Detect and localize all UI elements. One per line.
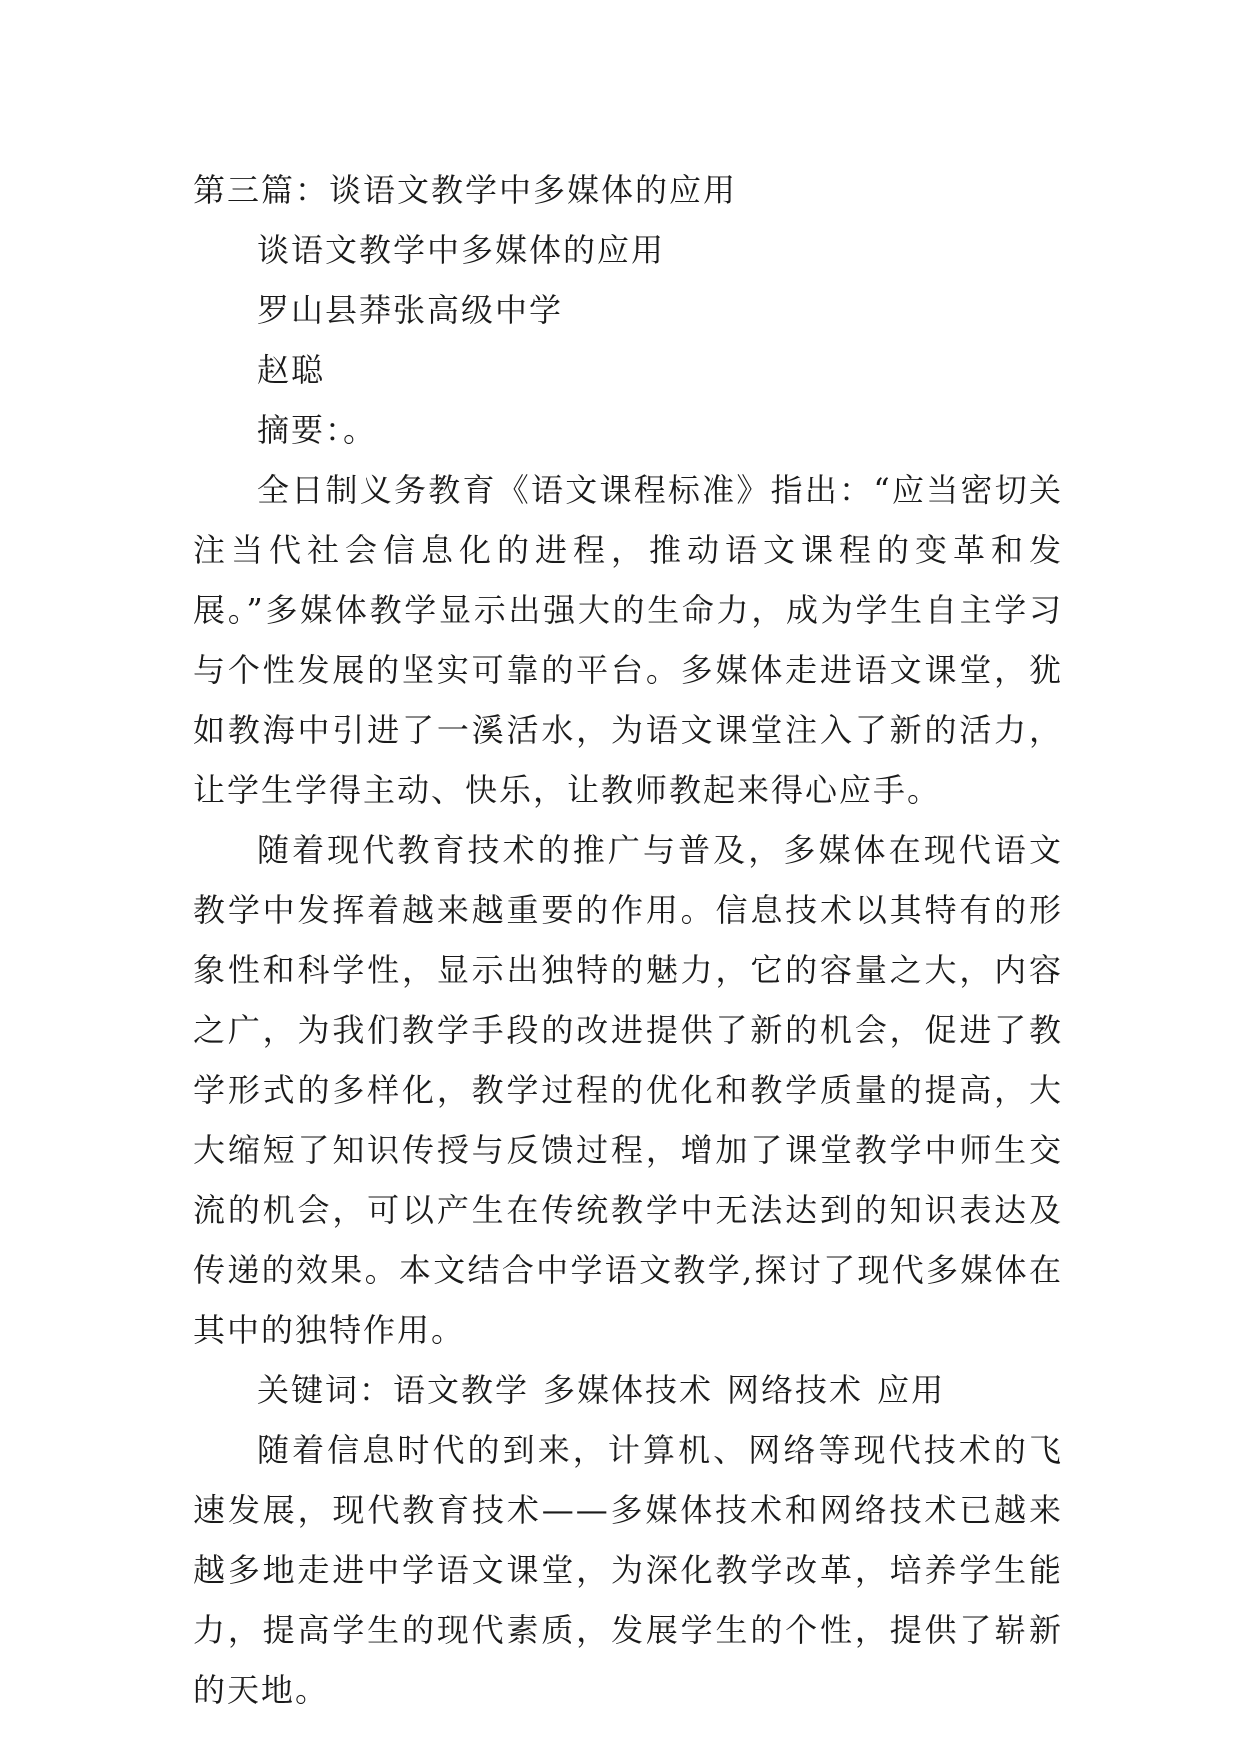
- keywords-label: 关键词：: [257, 1371, 394, 1409]
- abstract-label: 摘要：。: [257, 411, 378, 449]
- abstract-paragraph-2: 随着现代教育技术的推广与普及，多媒体在现代语文教学中发挥着越来越重要的作用。信息技术以其特有的形象性和科学性，显示出独特的魅力，它的容量之大，内容之广，为我们教学手段的改进提供了新的机会，促进了教学形式的多样化，教学过程的优化和教学质量的提高，大大缩短了知识传授与反馈过程，增加了课堂教学中师生交流的机会，可以产生在传统教学中无法达到的知识表达及传递的效果。本文结合中学语文教学,探讨了现代多媒体在其中的独特作用。: [193, 831, 1063, 1349]
- body-paragraph: 随着信息时代的到来，计算机、网络等现代技术的飞速发展，现代教育技术——多媒体技术和网络技术已越来越多地走进中学语文课堂，为深化教学改革，培养学生能力，提高学生的现代素质，发展学生的个性，提供了崭新的天地。: [193, 1431, 1063, 1709]
- keyword-item: 网络技术: [727, 1371, 864, 1409]
- author-name: 赵聪: [257, 351, 326, 389]
- keyword-item: 应用: [877, 1371, 946, 1409]
- keywords-line: [193, 1360, 1063, 1420]
- document-body: [193, 160, 1063, 1720]
- abstract-paragraph-1: 全日制义务教育《语文课程标准》指出：“应当密切关注当代社会信息化的进程，推动语文课程的变革和发展。”多媒体教学显示出强大的生命力，成为学生自主学习与个性发展的坚实可靠的平台。多媒体走进语文课堂，犹如教海中引进了一溪活水，为语文课堂注入了新的活力，让学生学得主动、快乐，让教师教起来得心应手。: [193, 471, 1063, 809]
- section-title: 第三篇：谈语文教学中多媒体的应用: [193, 171, 738, 209]
- keyword-item: 多媒体技术: [543, 1371, 714, 1409]
- school-name: 罗山县莽张高级中学: [257, 291, 564, 329]
- keyword-item: 语文教学: [393, 1371, 530, 1409]
- article-title: 谈语文教学中多媒体的应用: [257, 231, 666, 269]
